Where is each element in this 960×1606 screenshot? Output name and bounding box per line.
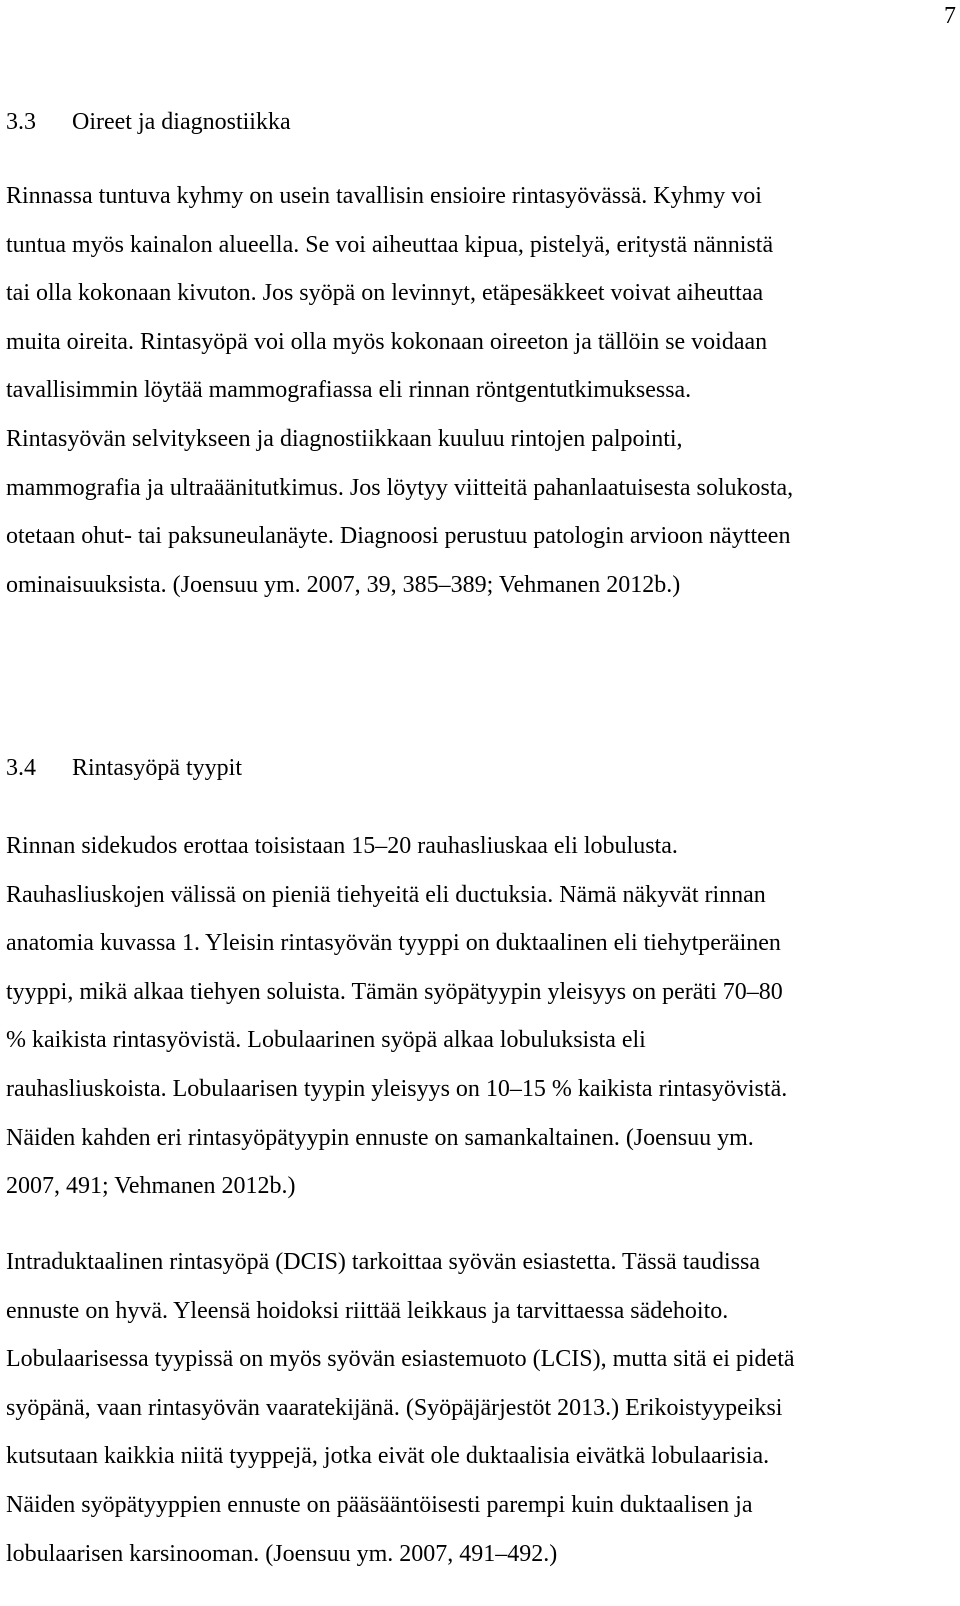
text-line: mammografia ja ultraäänitutkimus. Jos löytyy viitteitä pahanlaatuisesta solukosta, bbox=[6, 474, 794, 501]
page-number: 7 bbox=[944, 3, 956, 29]
text-line: Rintasyövän selvitykseen ja diagnostiikkaan kuuluu rintojen palpointi, bbox=[6, 425, 683, 452]
section-number: 3.4 bbox=[6, 755, 36, 781]
paragraph-breast-cancer-types bbox=[6, 822, 950, 1211]
section-heading-3-3 bbox=[6, 106, 291, 138]
paragraph-symptoms-diagnostics bbox=[6, 172, 950, 609]
text-line: tai olla kokonaan kivuton. Jos syöpä on levinnyt, etäpesäkkeet voivat aiheuttaa bbox=[6, 280, 764, 307]
section-title: Oireet ja diagnostiikka bbox=[72, 109, 291, 135]
text-line: % kaikista rintasyövistä. Lobulaarinen syöpä alkaa lobuluksista eli bbox=[6, 1027, 646, 1054]
text-line: ennuste on hyvä. Yleensä hoidoksi riittää leikkaus ja tarvittaessa sädehoito. bbox=[6, 1297, 729, 1324]
text-line: syöpänä, vaan rintasyövän vaaratekijänä. (Syöpäjärjestöt 2013.) Erikoistyypeiksi bbox=[6, 1394, 783, 1421]
text-line: rauhasliuskoista. Lobulaarisen tyypin yleisyys on 10–15 % kaikista rintasyövistä. bbox=[6, 1075, 788, 1102]
text-line: Lobulaarisessa tyypissä on myös syövän esiastemuoto (LCIS), mutta sitä ei pidetä bbox=[6, 1346, 795, 1373]
section-number: 3.3 bbox=[6, 109, 36, 135]
text-line: Intraduktaalinen rintasyöpä (DCIS) tarkoittaa syövän esiastetta. Tässä taudissa bbox=[6, 1249, 761, 1275]
section-heading-3-4 bbox=[6, 752, 242, 784]
text-line: ominaisuuksista. (Joensuu ym. 2007, 39, 385–389; Vehmanen 2012b.) bbox=[6, 571, 681, 598]
text-line: tuntua myös kainalon alueella. Se voi aiheuttaa kipua, pistelyä, eritystä nännistä bbox=[6, 231, 774, 258]
text-line: 2007, 491; Vehmanen 2012b.) bbox=[6, 1173, 296, 1200]
text-line: Rinnassa tuntuva kyhmy on usein tavallisin ensioire rintasyövässä. Kyhmy voi bbox=[6, 183, 762, 209]
text-line: tavallisimmin löytää mammografiassa eli rinnan röntgentutkimuksessa. bbox=[6, 377, 692, 404]
paragraph-dcis-lcis bbox=[6, 1238, 950, 1578]
text-line: Näiden kahden eri rintasyöpätyypin ennuste on samankaltainen. (Joensuu ym. bbox=[6, 1124, 754, 1151]
text-line: Näiden syöpätyyppien ennuste on pääsääntöisesti parempi kuin duktaalisen ja bbox=[6, 1491, 753, 1518]
text-line: Rinnan sidekudos erottaa toisistaan 15–20 rauhasliuskaa eli lobulusta. bbox=[6, 833, 678, 859]
text-line: kutsutaan kaikkia niitä tyyppejä, jotka eivät ole duktaalisia eivätkä lobulaarisia. bbox=[6, 1443, 770, 1470]
text-line: muita oireita. Rintasyöpä voi olla myös kokonaan oireeton ja tällöin se voidaan bbox=[6, 328, 768, 355]
section-title: Rintasyöpä tyypit bbox=[72, 755, 242, 781]
text-line: tyyppi, mikä alkaa tiehyen soluista. Tämän syöpätyypin yleisyys on peräti 70–80 bbox=[6, 978, 783, 1005]
text-line: Rauhasliuskojen välissä on pieniä tiehyeitä eli ductuksia. Nämä näkyvät rinnan bbox=[6, 881, 766, 908]
text-line: lobulaarisen karsinooman. (Joensuu ym. 2007, 491–492.) bbox=[6, 1540, 558, 1567]
text-line: anatomia kuvassa 1. Yleisin rintasyövän tyyppi on duktaalinen eli tiehytperäinen bbox=[6, 930, 781, 957]
text-line: otetaan ohut- tai paksuneulanäyte. Diagnoosi perustuu patologin arvioon näytteen bbox=[6, 523, 791, 550]
